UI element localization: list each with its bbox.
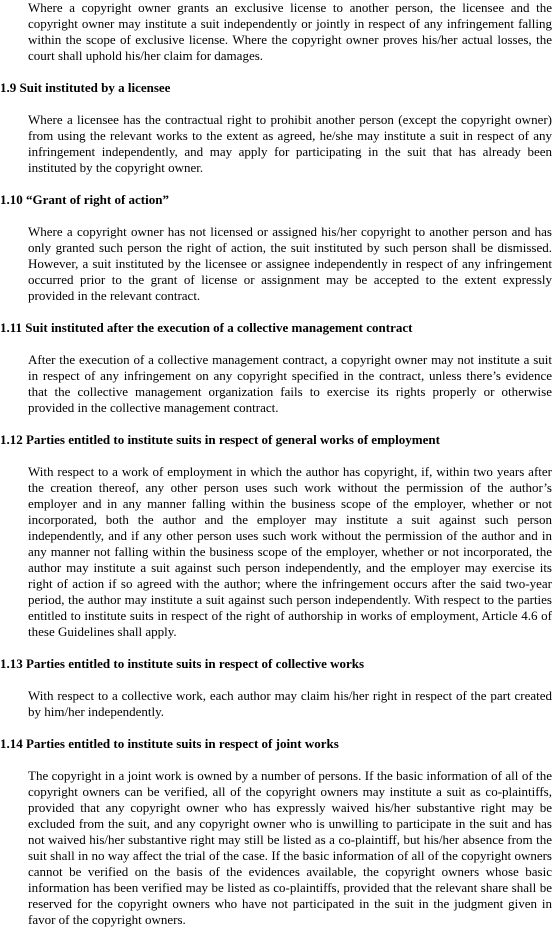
section-number: 1.14 [0, 736, 23, 751]
section-number: 1.9 [0, 80, 17, 95]
section-title: Suit instituted after the execution of a collective management contract [25, 320, 413, 335]
section-title: Parties entitled to institute suits in respect of joint works [26, 736, 339, 751]
section-number: 1.13 [0, 656, 23, 671]
section-1-10 [0, 192, 554, 304]
section-1-13 [0, 656, 554, 720]
section-1-12 [0, 432, 554, 640]
section-body: With respect to a work of employment in which the author has copyright, if, within two years after the creation thereof, any other person uses such work without the permission of the author’s employer and in any manner falling within the business scope of the employer, whether or not incorporated, both the author and the employer may institute a suit against such person independently, and if any other person uses such work without the permission of the author and in any manner not falling within the business scope of the employer, whether or not incorporated, the author may institute a suit against such person independently, and the employer may exercise its right of action if so agreed with the author; where the infringement occurs after the said two-year period, the author may institute a suit against such person independently. With respect to the parties entitled to institute suits in respect of the right of authorship in works of employment, Article 4.6 of these Guidelines shall apply. [28, 464, 552, 639]
section-body: Where a licensee has the contractual right to prohibit another person (except the copyright owner) from using the relevant works to the extent as agreed, he/she may institute a suit in respect of any infringement independently, and may apply for participating in the suit that has already been instituted by the copyright owner. [28, 112, 552, 175]
section-heading [0, 736, 554, 752]
section-heading [0, 432, 554, 448]
section-body: With respect to a collective work, each author may claim his/her right in respect of the part created by him/her independently. [28, 688, 552, 719]
section-heading [0, 320, 554, 336]
section-title: Suit instituted by a licensee [19, 80, 171, 95]
section-heading [0, 656, 554, 672]
section-title: “Grant of right of action” [26, 192, 169, 207]
section-body: The copyright in a joint work is owned by a number of persons. If the basic information of all of the copyright owners can be verified, all of the copyright owners may institute a suit as co-plaintiffs, provided that any copyright owner who has expressly waived his/her substantive right may be excluded from the suit, and any copyright owner who is unwilling to participate in the suit and has not waived his/her substantive right may still be listed as a co-plaintiff, but his/her absence from the suit shall in no way affect the trial of the case. If the basic information of all of the copyright owners cannot be verified on the basis of the evidences available, the copyright owners whose basic information has been verified may be listed as co-plaintiffs, provided that the relevant share shall be reserved for the copyright owners who have not participated in the suit in the judgment given in favor of the copyright owners. [28, 768, 552, 927]
section-body: After the execution of a collective management contract, a copyright owner may not institute a suit in respect of any infringement on any copyright specified in the contract, unless there’s evidence that the collective management organization fails to exercise its rights properly or otherwise provided in the collective management contract. [28, 352, 552, 415]
section-number: 1.10 [0, 192, 23, 207]
section-heading [0, 80, 554, 96]
section-1-14 [0, 736, 554, 928]
section-number: 1.12 [0, 432, 23, 447]
section-title: Parties entitled to institute suits in respect of general works of employment [26, 432, 440, 447]
section-1-11 [0, 320, 554, 416]
intro-paragraph: Where a copyright owner grants an exclusive license to another person, the licensee and the copyright owner may institute a suit independently or jointly in respect of any infringement falling within the scope of exclusive license. Where the copyright owner proves his/her actual losses, the court shall uphold his/her claim for damages. [28, 0, 552, 63]
section-number: 1.11 [0, 320, 23, 335]
section-title: Parties entitled to institute suits in respect of collective works [26, 656, 365, 671]
section-body: Where a copyright owner has not licensed or assigned his/her copyright to another person and has only granted such person the right of action, the suit instituted by such person shall be dismissed. However, a suit instituted by the licensee or assignee independently in respect of any infringement occurred prior to the grant of license or assignment may be accepted to the extent expressly provided in the relevant contract. [28, 224, 552, 303]
section-1-9 [0, 80, 554, 176]
section-heading [0, 192, 554, 208]
